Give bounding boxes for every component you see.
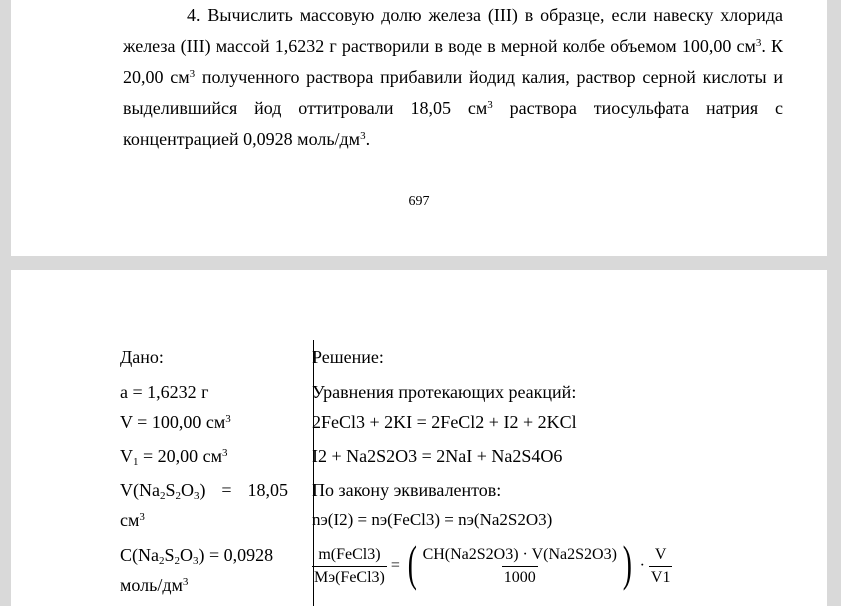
page-number: 697 <box>408 194 430 209</box>
solution-header: Решение: <box>312 347 384 367</box>
given-aliquot-volume: $V_1 = 20,00$ $см^3$ <box>120 446 228 468</box>
given-concentration-unit: моль/$дм^3$ <box>120 575 189 595</box>
equivalents-equation: nэ(I2) = nэ(FeCl3) = nэ(Na2S2O3) <box>312 510 553 529</box>
given-titrant-volume-unit: $см^3$ <box>120 510 145 530</box>
equivalents-law-title: По закону эквивалентов: <box>312 480 502 500</box>
given-mass: a = 1,6232 г <box>120 382 209 402</box>
given-concentration: $C(Na_2S_2O_3) = 0,0928$ <box>120 545 274 567</box>
mass-fraction: $\frac{\text{m(FeCl3)}}{\text{Mэ(FeCl3)}}$ <box>314 545 385 586</box>
problem-text: 4. Вычислить массовую долю железа (III) в образце, если навеску хлорида железа (III) массой 1,6232 г растворили в воде в мерной колбе объемом 100,00 см <box>123 5 783 56</box>
given-header: Дано: <box>120 347 164 367</box>
volume-ratio: $\frac{V}{V1}$ <box>650 545 671 586</box>
given-volume: V = 100,00 $см^3$ <box>120 412 231 432</box>
mass-formula: $\frac{\text{m(FeCl3)}}{\text{Mэ(FeCl3)}}$ = ( $\frac{CH(Na2S2O3) \cdot V(Na2S2O3)}{1000}$ ) · $\frac{V}{V1}$ <box>314 535 671 591</box>
reaction-1: 2FeCl3 + 2KI = 2FeCl2 + I2 + 2KCl <box>312 412 577 432</box>
problem-statement: 4. Вычислить массовую долю железа (III) в образце, если навеску хлорида железа (III) массой 1,6232 г растворили в воде в мерной колбе объемом 100,00 $см^3$. К 20,00 $см^3$ полученного раствора прибавили йодид калия, раствор серной кислоты и выделившийся йод оттитровали 18,05 $см^3$ раствора тиосульфата натрия с концентрацией 0,0928 моль/$дм^3$. <box>123 5 784 149</box>
reaction-2: I2 + Na2S2O3 = 2NaI + Na2S4O6 <box>312 446 563 466</box>
titrant-fraction: $\frac{CH(Na2S2O3) \cdot V(Na2S2O3)}{1000}$ <box>422 545 617 586</box>
reactions-title: Уравнения протекающих реакций: <box>312 382 577 402</box>
page-top <box>11 0 827 256</box>
given-titrant-volume: $V(Na_2S_2O_3)$ = 18,05 <box>120 480 288 502</box>
